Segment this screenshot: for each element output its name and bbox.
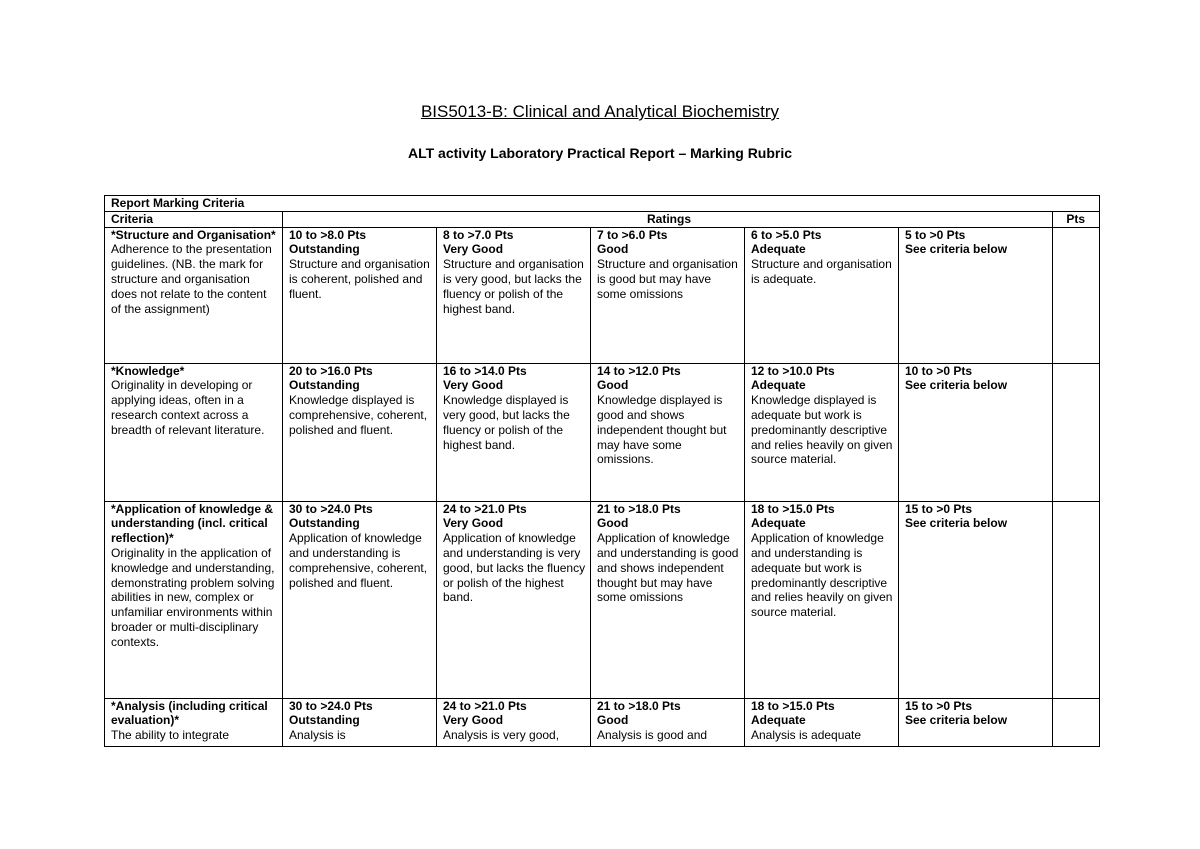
rating-description: Knowledge displayed is very good, but lacks the fluency or polish of the highest band.	[443, 393, 570, 452]
rating-cell	[745, 363, 899, 501]
rating-cell	[283, 363, 437, 501]
criteria-header: Criteria	[105, 211, 283, 227]
criterion-cell	[105, 501, 283, 698]
rating-description: Analysis is very good,	[443, 728, 560, 743]
rating-level: Very Good	[443, 378, 504, 393]
criterion-cell	[105, 227, 283, 363]
rating-level: See criteria below	[905, 713, 1008, 728]
rating-description: Structure and organisation is coherent, polished and fluent.	[289, 257, 430, 301]
rating-cell	[899, 698, 1053, 746]
rating-points: 7 to >6.0 Pts	[597, 227, 668, 242]
criterion-description: The ability to integrate	[111, 728, 230, 743]
criterion-title: *Analysis (including critical evaluation)*	[111, 698, 268, 728]
rating-level: Very Good	[443, 713, 504, 728]
rating-description: Application of knowledge and understanding is comprehensive, coherent, polished and fluent.	[289, 531, 428, 590]
rating-cell	[283, 227, 437, 363]
rating-description: Structure and organisation is adequate.	[751, 257, 892, 286]
rating-cell	[437, 501, 591, 698]
table-caption: Report Marking Criteria	[105, 196, 1100, 212]
rating-cell	[745, 698, 899, 746]
rubric-table-body	[105, 196, 1100, 747]
rating-description: Application of knowledge and understanding is adequate but work is predominantly descriptive and relies heavily on given source material.	[751, 531, 893, 620]
rating-level: Adequate	[751, 516, 806, 531]
pts-cell	[1053, 363, 1100, 501]
table-caption-row	[105, 196, 1100, 212]
rating-cell	[591, 501, 745, 698]
criterion-description: Originality in the application of knowledge and understanding, demonstrating problem solving abilities in new, complex or unfamiliar environments within broader or multi-disciplinary contexts.	[111, 545, 275, 649]
table-header-row	[105, 211, 1100, 227]
rating-level: See criteria below	[905, 516, 1008, 531]
rating-level: Outstanding	[289, 713, 360, 728]
rating-level: Good	[597, 713, 629, 728]
rating-description: Structure and organisation is very good, but lacks the fluency or polish of the highest band.	[443, 257, 584, 316]
rating-cell	[591, 363, 745, 501]
table-row	[105, 227, 1100, 363]
rating-description: Analysis is good and	[597, 728, 708, 743]
rating-points: 10 to >8.0 Pts	[289, 227, 367, 242]
pts-cell	[1053, 501, 1100, 698]
criterion-title: *Knowledge*	[111, 363, 185, 378]
rating-description: Knowledge displayed is adequate but work is predominantly descriptive and relies heavily on given source material.	[751, 393, 893, 467]
rating-points: 21 to >18.0 Pts	[597, 501, 681, 516]
rating-points: 6 to >5.0 Pts	[751, 227, 822, 242]
table-row	[105, 698, 1100, 746]
document-title: BIS5013-B: Clinical and Analytical Biochemistry	[420, 102, 780, 121]
table-row	[105, 501, 1100, 698]
rating-level: Adequate	[751, 242, 806, 257]
rating-cell	[899, 501, 1053, 698]
rating-cell	[591, 227, 745, 363]
rating-level: Very Good	[443, 516, 504, 531]
rating-level: Good	[597, 378, 629, 393]
criterion-description: Originality in developing or applying ideas, often in a research context across a breadth of relevant literature.	[111, 378, 265, 437]
rating-points: 12 to >10.0 Pts	[751, 363, 835, 378]
rating-points: 20 to >16.0 Pts	[289, 363, 373, 378]
rating-description: Knowledge displayed is good and shows independent thought but may have some omissions.	[597, 393, 727, 467]
pts-cell	[1053, 227, 1100, 363]
criterion-cell	[105, 698, 283, 746]
rating-level: Adequate	[751, 713, 806, 728]
rating-cell	[899, 227, 1053, 363]
rating-points: 15 to >0 Pts	[905, 501, 973, 516]
rating-level: Outstanding	[289, 242, 360, 257]
rating-cell	[745, 501, 899, 698]
rating-points: 24 to >21.0 Pts	[443, 501, 527, 516]
rubric-table	[104, 195, 1100, 747]
rating-level: Very Good	[443, 242, 504, 257]
document-subtitle: ALT activity Laboratory Practical Report – Marking Rubric	[407, 145, 793, 161]
rating-level: Outstanding	[289, 378, 360, 393]
rating-cell	[283, 501, 437, 698]
rating-points: 18 to >15.0 Pts	[751, 501, 835, 516]
rating-cell	[437, 227, 591, 363]
rating-description: Application of knowledge and understanding is good and shows independent thought but may have some omissions	[597, 531, 739, 605]
rating-level: Good	[597, 242, 629, 257]
rating-level: See criteria below	[905, 242, 1008, 257]
criterion-cell	[105, 363, 283, 501]
rating-description: Knowledge displayed is comprehensive, coherent, polished and fluent.	[289, 393, 428, 437]
rating-points: 21 to >18.0 Pts	[597, 698, 681, 713]
rating-points: 30 to >24.0 Pts	[289, 501, 373, 516]
rating-cell	[437, 698, 591, 746]
rating-points: 14 to >12.0 Pts	[597, 363, 681, 378]
rating-level: See criteria below	[905, 378, 1008, 393]
criterion-title: *Structure and Organisation*	[111, 227, 276, 242]
rating-points: 10 to >0 Pts	[905, 363, 973, 378]
rating-points: 24 to >21.0 Pts	[443, 698, 527, 713]
rating-cell	[283, 698, 437, 746]
rating-points: 16 to >14.0 Pts	[443, 363, 527, 378]
rating-description: Structure and organisation is good but may have some omissions	[597, 257, 738, 301]
rating-cell	[437, 363, 591, 501]
rating-level: Good	[597, 516, 629, 531]
rating-level: Outstanding	[289, 516, 360, 531]
rating-cell	[745, 227, 899, 363]
pts-header: Pts	[1053, 211, 1100, 227]
rating-points: 30 to >24.0 Pts	[289, 698, 373, 713]
criterion-description: Adherence to the presentation guidelines. (NB. the mark for structure and organisation does not relate to the content of the assignment)	[111, 242, 272, 316]
rating-description: Application of knowledge and understanding is very good, but lacks the fluency or polish of the highest band.	[443, 531, 586, 605]
rating-cell	[899, 363, 1053, 501]
table-row	[105, 363, 1100, 501]
rating-level: Adequate	[751, 378, 806, 393]
rating-description: Analysis is adequate	[751, 728, 862, 743]
rating-description: Analysis is	[289, 728, 346, 743]
rating-points: 15 to >0 Pts	[905, 698, 973, 713]
criterion-title: *Application of knowledge & understanding (incl. critical reflection)*	[111, 501, 274, 546]
rating-points: 5 to >0 Pts	[905, 227, 966, 242]
rating-points: 8 to >7.0 Pts	[443, 227, 514, 242]
ratings-header: Ratings	[283, 211, 1053, 227]
rating-cell	[591, 698, 745, 746]
pts-cell	[1053, 698, 1100, 746]
rating-points: 18 to >15.0 Pts	[751, 698, 835, 713]
